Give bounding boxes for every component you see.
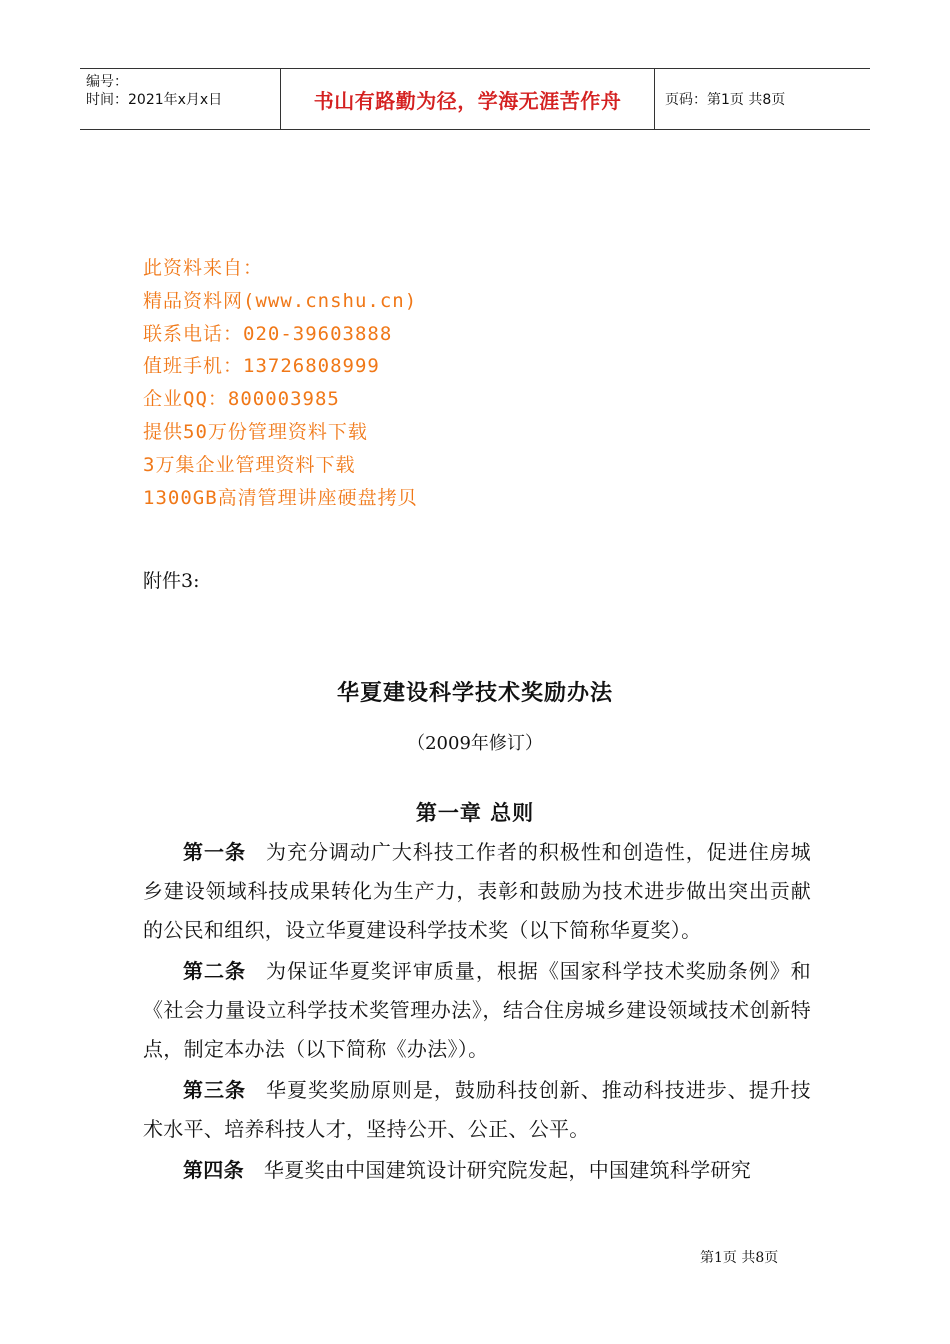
info-line: 联系电话：020-39603888: [143, 322, 393, 345]
document-body: [143, 833, 811, 1192]
info-line: 3万集企业管理资料下载: [143, 453, 356, 476]
number-label: 编号：: [86, 74, 128, 90]
article-text: 华夏奖由中国建筑设计研究院发起，中国建筑科学研究: [263, 1158, 752, 1182]
article-paragraph: [143, 1151, 811, 1190]
info-line: 1300GB高清管理讲座硬盘拷贝: [143, 486, 418, 509]
header-motto: 书山有路勤为径，学海无涯苦作舟: [313, 88, 622, 113]
page-footer: 第1页 共8页: [700, 1250, 779, 1266]
info-line: 提供50万份管理资料下载: [143, 420, 368, 443]
info-line: 此资料来自：: [143, 257, 264, 279]
article-number: 第二条: [183, 959, 246, 983]
article-number: 第三条: [183, 1078, 246, 1102]
header-meta: [80, 69, 281, 129]
article-paragraph: [143, 833, 811, 950]
time-label: 时间：2021年x月x日: [86, 92, 223, 108]
article-paragraph: [143, 1071, 811, 1149]
article-text: 华夏奖奖励原则是，鼓励科技创新、推动科技进步、提升技术水平、培养科技人才，坚持公开、公正、公平。: [143, 1078, 811, 1141]
header-motto-cell: [281, 69, 655, 129]
document-title: 华夏建设科学技术奖励办法: [336, 681, 613, 706]
chapter-heading: 第一章 总则: [415, 800, 535, 825]
header-page-code: [655, 69, 870, 129]
document-subtitle: （2009年修订）: [407, 733, 543, 754]
attachment-label: 附件3:: [143, 570, 200, 592]
info-line: 值班手机：13726808999: [143, 355, 380, 378]
article-number: 第四条: [183, 1158, 244, 1182]
article-number: 第一条: [183, 840, 246, 864]
article-paragraph: [143, 952, 811, 1069]
page-header: [80, 68, 870, 130]
article-text: 为保证华夏奖评审质量，根据《国家科学技术奖励条例》和《社会力量设立科学技术奖管理办法》，结合住房城乡建设领域技术创新特点，制定本办法（以下简称《办法》）。: [143, 959, 811, 1061]
page-code-text: 页码：第1页 共8页: [665, 92, 786, 108]
article-text: 为充分调动广大科技工作者的积极性和创造性，促进住房城乡建设领域科技成果转化为生产力，表彰和鼓励为技术进步做出突出贡献的公民和组织，设立华夏建设科学技术奖（以下简称华夏奖）。: [143, 840, 811, 942]
source-info-block: [143, 252, 418, 514]
info-line: 精品资料网(www.cnshu.cn): [143, 289, 418, 312]
info-line: 企业QQ：800003985: [143, 388, 340, 411]
